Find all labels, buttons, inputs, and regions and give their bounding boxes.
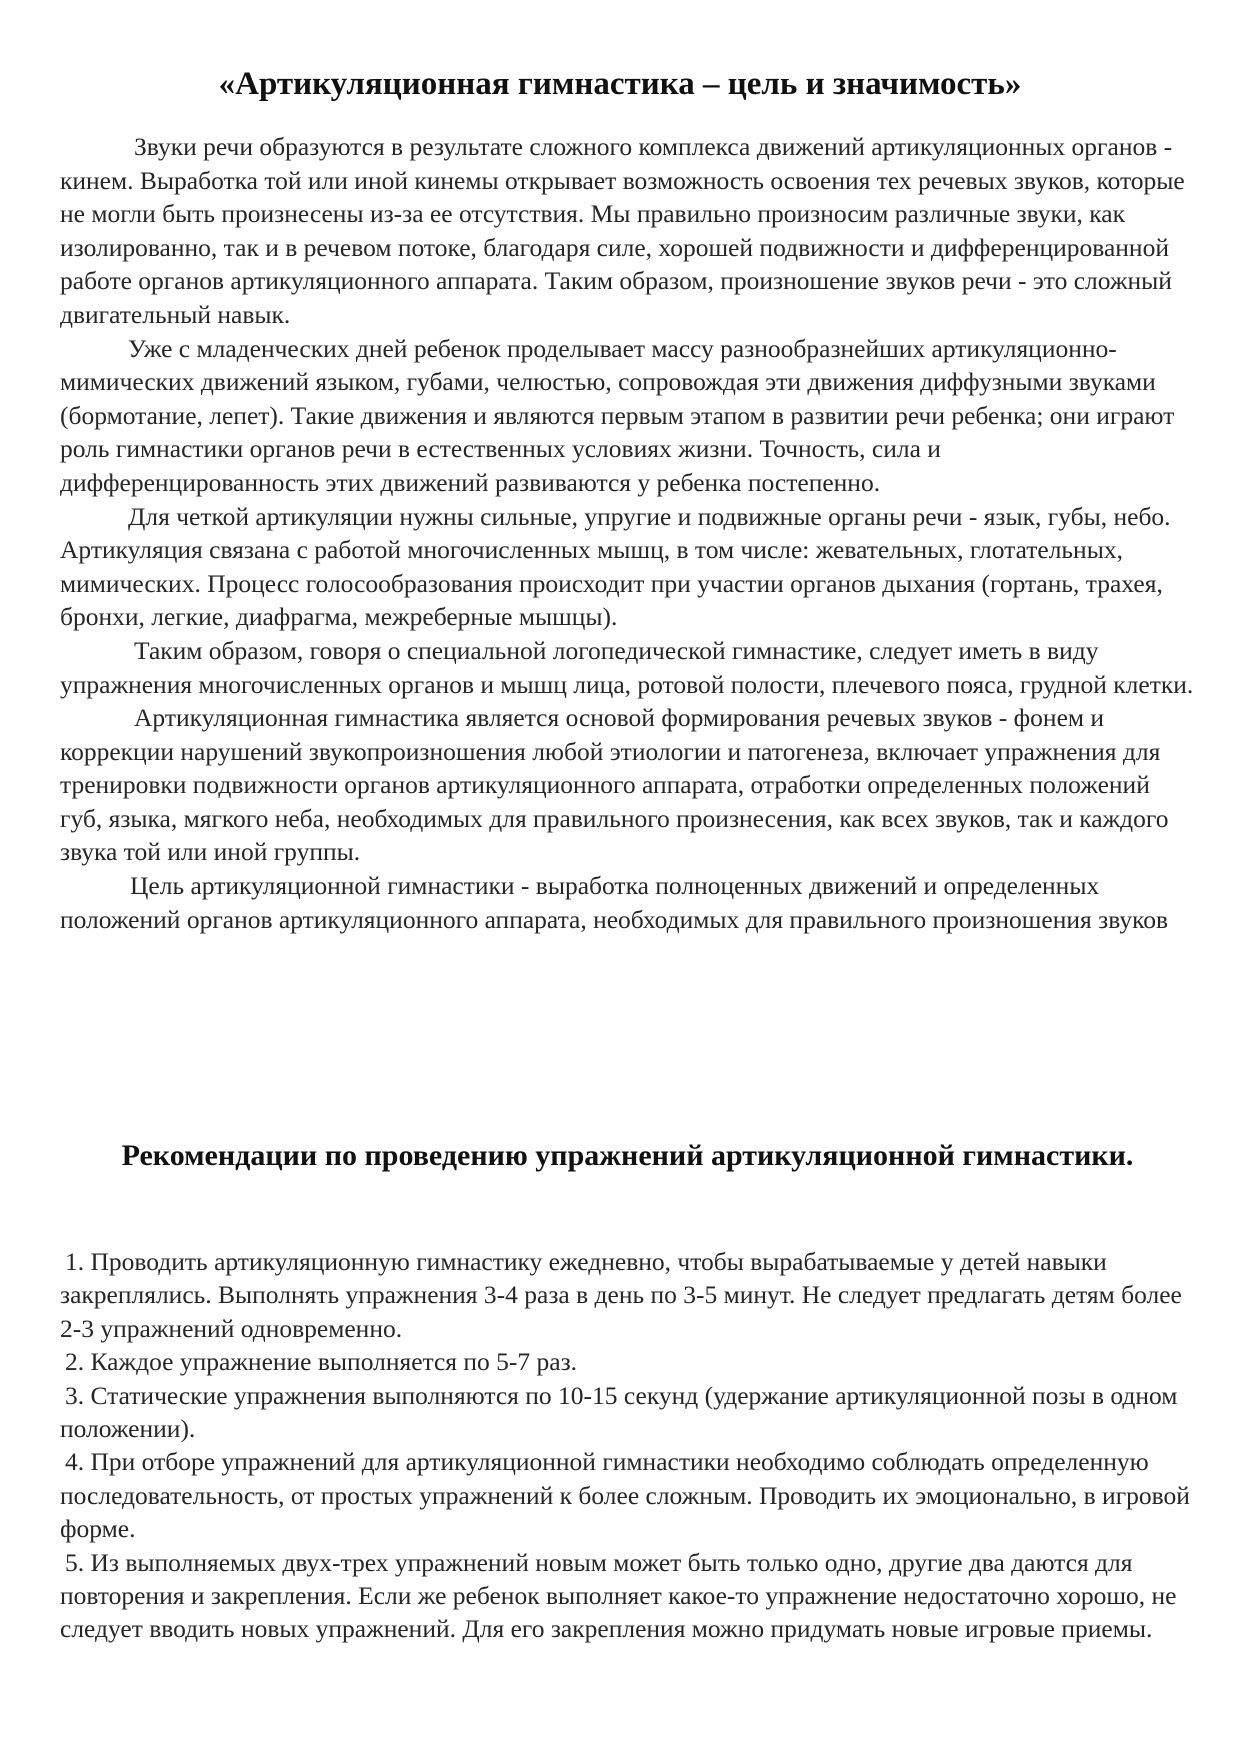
recommendation-item: 4. При отборе упражнений для артикуляционной гимнастики необходимо соблюдать определенную последовательность, от простых упражнений к более сложным. Проводить их эмоционально, в игровой форме. [60, 1447, 1190, 1544]
recommendations-list [60, 1245, 1200, 1646]
article-body [60, 130, 1195, 936]
body-paragraph: Артикуляционная гимнастика является основой формирования речевых звуков - фонем и коррекции нарушений звукопроизношения любой этиологии и патогенеза, включает упражнения для тренировки подвижности органов артикуляционного аппарата, отработки определенных положений губ, языка, мягкого неба, необходимых для правильного произнесения, как всех звуков, так и каждого звука той или иной группы. [60, 703, 1169, 867]
recommendation-item: 1. Проводить артикуляционную гимнастику ежедневно, чтобы вырабатываемые у детей навыки закреплялись. Выполнять упражнения 3-4 раза в день по 3-5 минут. Не следует предлагать детям более 2-3 упражнений одновременно. [60, 1247, 1182, 1343]
body-paragraph: Звуки речи образуются в результате сложного комплекса движений артикуляционных органов - кинем. Выработка той или иной кинемы открывает возможность освоения тех речевых звуков, которые не могли быть произнесены из-за ее отсутствия. Мы правильно произносим различные звуки, как изолированно, так и в речевом потоке, благодаря силе, хорошей подвижности и дифференцированной работе органов артикуляционного аппарата. Таким образом, произношение звуков речи - это сложный двигательный навык. [60, 132, 1185, 329]
body-paragraph: Таким образом, говоря о специальной логопедической гимнастике, следует иметь в виду упражнения многочисленных органов и мышц лица, ротовой полости, плечевого пояса, грудной клетки. [60, 635, 1194, 699]
recommendation-item: 3. Статические упражнения выполняются по 10-15 секунд (удержание артикуляционной позы в одном положении). [60, 1380, 1178, 1444]
recommendation-item: 5. Из выполняемых двух-трех упражнений новым может быть только одно, другие два даются для повторения и закрепления. Если же ребенок выполняет какое-то упражнение недостаточно хорошо, не следует вводить новых упражнений. Для его закрепления можно придумать новые игровые приемы. [60, 1547, 1177, 1644]
document-title: «Артикуляционная гимнастика – цель и значимость» [218, 66, 1022, 102]
body-paragraph: Уже с младенческих дней ребенок проделывает массу разнообразнейших артикуляционно-мимических движений языком, губами, челюстью, сопровождая эти движения диффузными звуками (бормотание, лепет). Такие движения и являются первым этапом в развитии речи ребенка; они играют роль гимнастики органов речи в естественных условиях жизни. Точность, сила и дифференцированность этих движений развиваются у ребенка постепенно. [60, 333, 1175, 497]
recommendations-title: Рекомендации по проведению упражнений артикуляционной гимнастики. [121, 1139, 1134, 1172]
recommendation-item: 2. Каждое упражнение выполняется по 5-7 раз. [65, 1347, 578, 1377]
body-paragraph: Цель артикуляционной гимнастики - выработка полноценных движений и определенных положений органов артикуляционного аппарата, необходимых для правильного произношения звуков [60, 871, 1169, 934]
body-paragraph: Для четкой артикуляции нужны сильные, упругие и подвижные органы речи - язык, губы, небо. Артикуляция связана с работой многочисленных мышц, в том числе: жевательных, глотательных, мимических. Процесс голосообразования происходит при участии органов дыхания (гортань, трахея, бронхи, легкие, диафрагма, межреберные мышцы). [60, 501, 1171, 632]
